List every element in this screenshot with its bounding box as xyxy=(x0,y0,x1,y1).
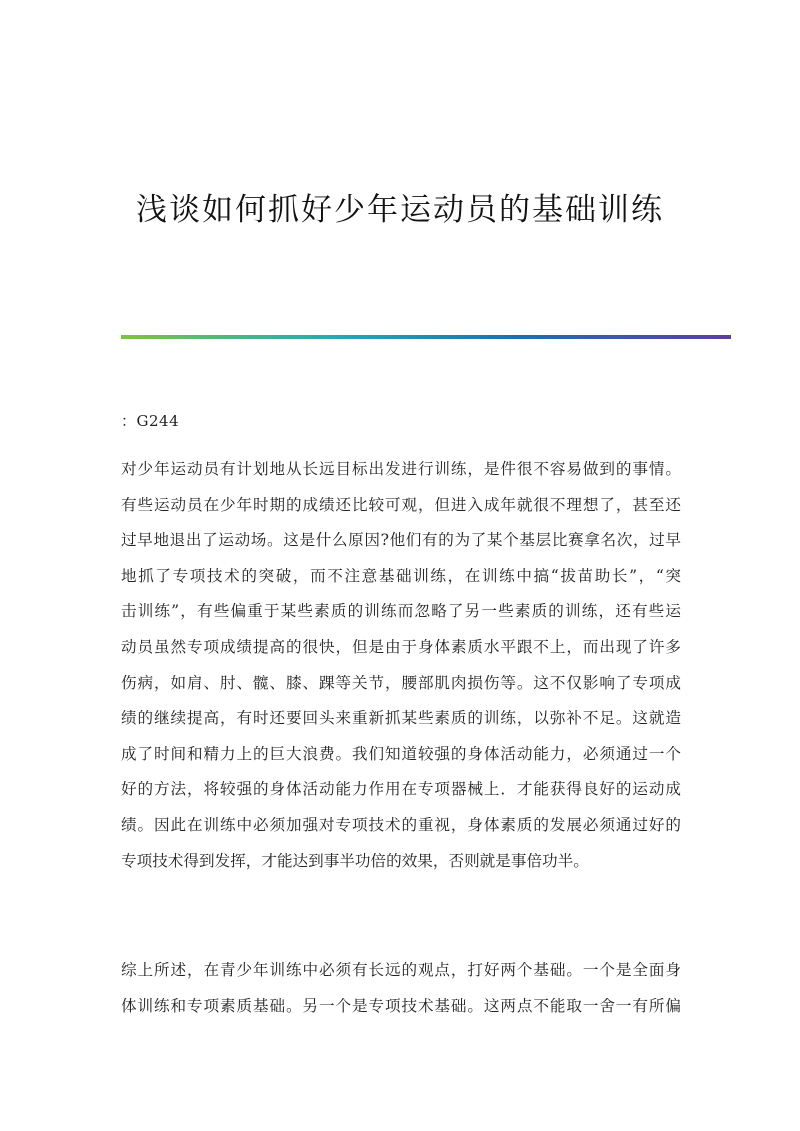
text-line: 对少年运动员有计划地从长远目标出发进行训练，是件很不容易做到的事情。 xyxy=(121,460,681,478)
text-line: 击训练”，有些偏重于某些素质的训练而忽略了另一些素质的训练，还有些运 xyxy=(121,602,681,621)
text-line: 动员虽然专项成绩提高的很快，但是由于身体素质水平跟不上，而出现了许多 xyxy=(121,637,681,656)
text-line: 伤病，如肩、肘、髋、膝、踝等关节，腰部肌肉损伤等。这不仅影响了专项成 xyxy=(121,673,681,692)
body-paragraph-2 xyxy=(121,953,681,1024)
text-line: 过早地退出了运动场。这是什么原因?他们有的为了某个基层比赛拿名次，过早 xyxy=(121,531,681,550)
title-divider xyxy=(121,335,731,339)
text-line: 专项技术得到发挥，才能达到事半功倍的效果，否则就是事倍功半。 xyxy=(121,851,589,870)
text-line: 有些运动员在少年时期的成绩还比较可观，但进入成年就很不理想了，甚至还 xyxy=(121,495,681,514)
text-line: 绩的继续提高，有时还要回头来重新抓某些素质的训练，以弥补不足。这就造 xyxy=(121,709,681,728)
text-line: 绩。因此在训练中必须加强对专项技术的重视，身体素质的发展必须通过好的 xyxy=(121,815,681,834)
text-line: 好的方法，将较强的身体活动能力作用在专项器械上．才能获得良好的运动成 xyxy=(121,780,681,799)
classification-code: ：G244 xyxy=(121,412,180,430)
page-title: 浅谈如何抓好少年运动员的基础训练 xyxy=(136,192,664,228)
text-line: 综上所述，在青少年训练中必须有长远的观点，打好两个基础。一个是全面身 xyxy=(121,961,681,979)
text-line: 成了时间和精力上的巨大浪费。我们知道较强的身体活动能力，必须通过一个 xyxy=(121,744,681,763)
text-line: 地抓了专项技术的突破，而不注意基础训练，在训练中搞“拔苗助长”，“突 xyxy=(121,566,681,585)
body-paragraph-1 xyxy=(121,452,681,879)
text-line: 体训练和专项素质基础。另一个是专项技术基础。这两点不能取一舍一有所偏 xyxy=(121,996,681,1015)
